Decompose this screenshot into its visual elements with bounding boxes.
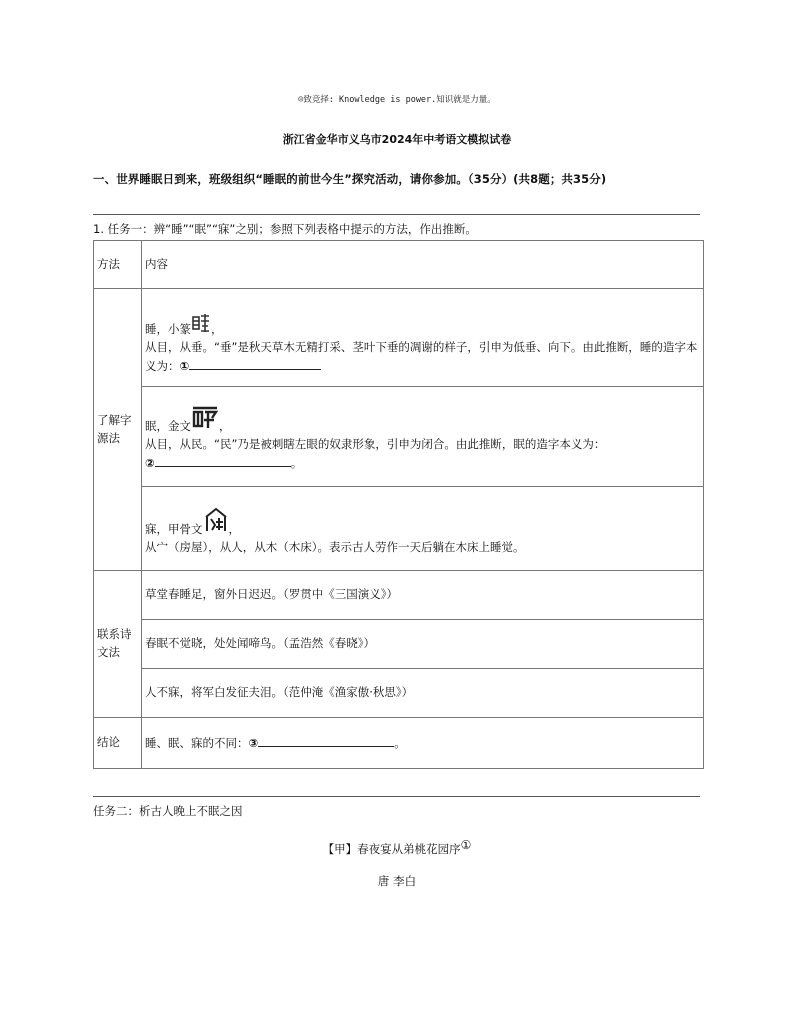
task-two-prompt: 任务二：析古人晚上不眠之因 xyxy=(93,804,243,818)
sui-comma: ， xyxy=(211,322,223,337)
table-row-conclusion xyxy=(94,718,704,769)
table-row-sui xyxy=(94,289,704,387)
group-label-etymology: 了解字源法 xyxy=(94,289,142,571)
poem-line-2: 春眠不觉晓，处处闻啼鸟。（孟浩然《春晓》） xyxy=(142,620,704,669)
poem-author: 唐 李白 xyxy=(377,874,417,888)
mian-intro: 眠，金文 xyxy=(145,419,191,434)
group-label-poetry: 联系诗文法 xyxy=(94,571,142,718)
poem-line-3: 人不寐，将军白发征夫泪。（范仲淹《渔家傲·秋思》） xyxy=(142,669,704,718)
table-row-poem-1 xyxy=(94,571,704,620)
answer-blank-1[interactable] xyxy=(189,357,321,370)
cell-mian xyxy=(142,387,704,487)
table-header-row xyxy=(94,241,704,289)
cell-mei xyxy=(142,487,704,571)
poem-title-footnote: ① xyxy=(460,838,472,852)
conclusion-label: 结论 xyxy=(94,718,142,769)
header-method: 方法 xyxy=(94,241,142,289)
document-title: 浙江省金华市义乌市2024年中考语文模拟试卷 xyxy=(282,133,512,146)
mian-comma: ， xyxy=(219,419,231,434)
mei-explanation: 从宀（房屋），从人，从木（木床）。表示古人劳作一天后躺在木床上睡觉。 xyxy=(145,539,525,554)
answer-blank-2[interactable] xyxy=(155,454,291,467)
poem-title-text: 【甲】春夜宴从弟桃花园序 xyxy=(322,842,461,856)
task-one-prompt: 1. 任务一：辨“睡”“眠”“寐”之别；参照下列表格中提示的方法，作出推断。 xyxy=(93,222,477,236)
poem-title xyxy=(0,838,794,857)
oracle-bone-mei-icon xyxy=(204,507,228,539)
divider-top xyxy=(93,214,700,215)
cell-conclusion xyxy=(142,718,704,769)
mei-comma: ， xyxy=(228,521,240,536)
seal-script-sui-icon xyxy=(192,313,210,339)
blank-number-2: ② xyxy=(145,455,155,470)
table-row-mei xyxy=(94,487,704,571)
mian-explanation: 从目，从民。“民”乃是被刺瞎左眼的奴隶形象，引申为闭合。由此推断，眠的造字本义为： xyxy=(145,437,606,452)
header-content: 内容 xyxy=(142,241,704,289)
divider-middle xyxy=(93,796,700,797)
table-row-poem-2 xyxy=(94,620,704,669)
conclusion-text: 睡、眠、寐的不同： xyxy=(145,735,249,750)
sui-explanation: 从目，从垂。“垂”是秋天草木无精打采、茎叶下垂的凋谢的样子，引申为低垂、向下。由此推断，睡的造字本义为： xyxy=(145,340,698,373)
section-heading: 一、世界睡眠日到来，班级组织“睡眠的前世今生”探究活动，请你参加。（35分）(共8题；共35分) xyxy=(93,172,607,186)
table-row-poem-3 xyxy=(94,669,704,718)
header-note: ☺致竞择: Knowledge is power.知识就是力量。 xyxy=(298,95,496,105)
cell-sui xyxy=(142,289,704,387)
poem-line-1: 草堂春睡足，窗外日迟迟。（罗贯中《三国演义》） xyxy=(142,571,704,620)
mian-period: 。 xyxy=(290,455,303,470)
method-table xyxy=(93,240,704,769)
sui-intro: 睡，小篆 xyxy=(145,322,191,337)
conclusion-period: 。 xyxy=(394,735,406,750)
table-row-mian xyxy=(94,387,704,487)
blank-number-3: ③ xyxy=(248,735,259,750)
bronze-script-mian-icon xyxy=(192,406,218,436)
mei-intro: 寐，甲骨文 xyxy=(145,521,203,536)
blank-number-1: ① xyxy=(179,358,190,373)
answer-blank-3[interactable] xyxy=(258,734,394,747)
